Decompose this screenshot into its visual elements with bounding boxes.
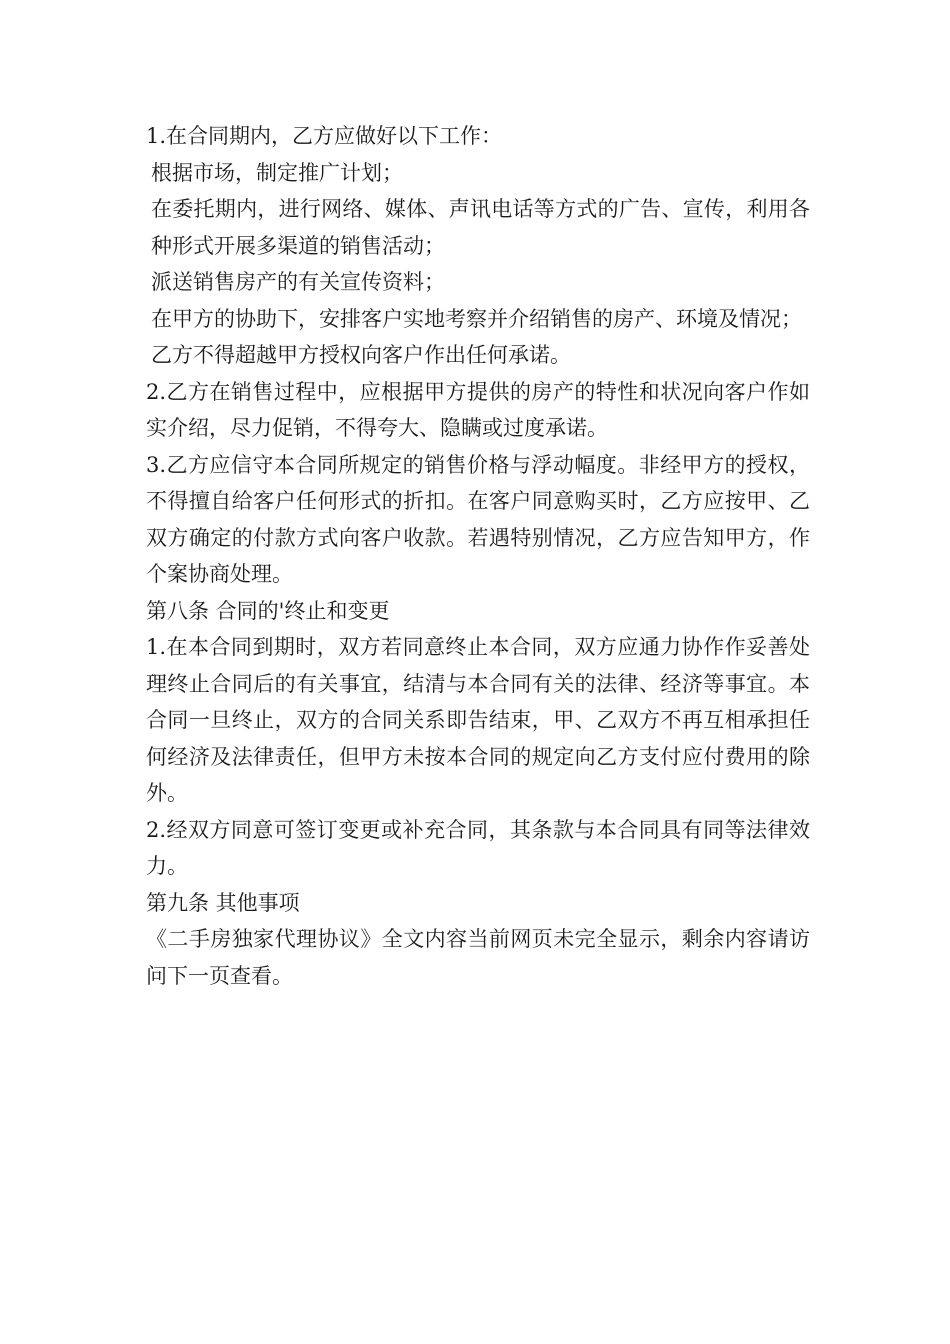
work-item-no-promises: 乙方不得超越甲方授权向客户作出任何承诺。 xyxy=(151,343,571,367)
work-item-site-visit: 在甲方的协助下，安排客户实地考察并介绍销售的房产、环境及情况； xyxy=(151,306,802,331)
section-heading-article-8: 第八条 合同的'终止和变更 xyxy=(146,598,390,623)
document-body xyxy=(146,118,810,994)
section-heading-article-9: 第九条 其他事项 xyxy=(146,890,300,915)
clause-8-item-1: 1.在本合同到期时，双方若同意终止本合同，双方应通力协作作妥善处理终止合同后的有关事宜，结清与本合同有关的法律、经济等事宜。本合同一旦终止，双方的合同关系即告结束，甲、乙双方不再互相承担任何经济及法律责任，但甲方未按本合同的规定向乙方支付应付费用的除外。 xyxy=(146,635,810,805)
clause-8-item-2: 2.经双方同意可签订变更或补充合同，其条款与本合同具有同等法律效力。 xyxy=(146,817,810,878)
continuation-notice: 《二手房独家代理协议》全文内容当前网页未完全显示，剩余内容请访问下一页查看。 xyxy=(146,927,810,988)
clause-7-item-2: 2.乙方在销售过程中，应根据甲方提供的房产的特性和状况向客户作如实介绍，尽力促销，不得夸大、隐瞒或过度承诺。 xyxy=(146,379,810,440)
work-item-plan: 根据市场，制定推广计划； xyxy=(151,160,403,185)
work-item-advertising: 在委托期内，进行网络、媒体、声讯电话等方式的广告、宣传，利用各种形式开展多渠道的销售活动； xyxy=(151,197,810,258)
work-item-materials: 派送销售房产的有关宣传资料； xyxy=(151,270,445,294)
clause-7-item-1: 1.在合同期内，乙方应做好以下工作： xyxy=(146,124,503,148)
clause-7-item-3: 3.乙方应信守本合同所规定的销售价格与浮动幅度。非经甲方的授权，不得擅自给客户任何形式的折扣。在客户同意购买时，乙方应按甲、乙双方确定的付款方式向客户收款。若遇特别情况，乙方应告知甲方，作个案协商处理。 xyxy=(146,452,810,586)
